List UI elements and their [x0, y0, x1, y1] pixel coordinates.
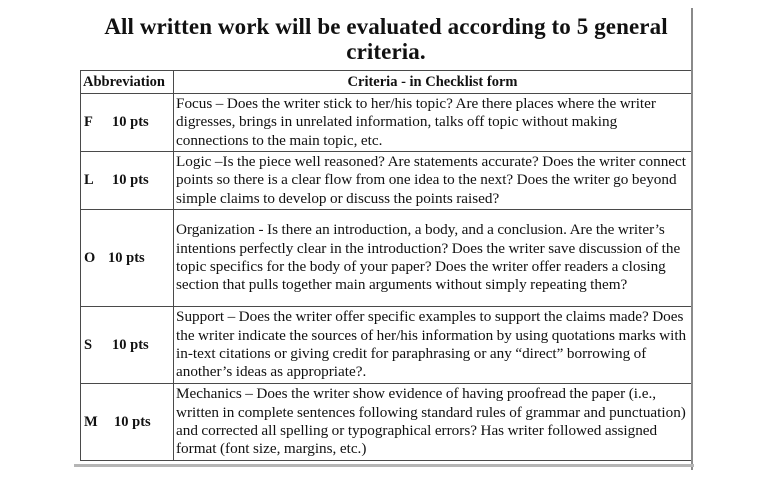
table-row-focus	[81, 94, 692, 152]
criterion-description: Support – Does the writer offer specific examples to support the claims made? Does the writer indicate the sources of her/his information by using quotations marks with in-text citations or giving credit for paraphrasing or any “direct” borrowing of another’s ideas as appropriate?.	[174, 307, 692, 384]
criterion-letter: S	[84, 336, 93, 353]
abbreviation-cell	[81, 307, 174, 384]
table-row-support	[81, 307, 692, 384]
scan-edge-bottom-rule	[74, 464, 694, 467]
scan-edge-right-rule	[691, 8, 693, 470]
criterion-description: Logic –Is the piece well reasoned? Are statements accurate? Does the writer connect points so there is a clear flow from one idea to the next? Does the writer go beyond simple claims to develop or discuss the points raised?	[174, 152, 692, 210]
abbreviation-column-header: Abbreviation	[81, 71, 174, 94]
page-title	[82, 14, 690, 64]
criterion-points: 10 pts	[112, 172, 149, 188]
table-row-logic	[81, 152, 692, 210]
abbreviation-cell	[81, 210, 174, 307]
criterion-points: 10 pts	[112, 336, 149, 353]
abbreviation-cell	[81, 152, 174, 210]
criterion-description: Mechanics – Does the writer show evidence of having proofread the paper (i.e., written in complete sentences following standard rules of grammar and punctuation) and corrected all spelling or typographical errors? Has writer followed assigned format (font size, margins, etc.)	[174, 384, 692, 461]
criterion-letter: O	[84, 249, 96, 266]
abbreviation-cell	[81, 384, 174, 461]
criteria-table	[80, 70, 692, 461]
page-title-line-2: criteria.	[346, 39, 426, 64]
criterion-points: 10 pts	[114, 413, 151, 430]
criterion-points: 10 pts	[112, 114, 149, 130]
criterion-points: 10 pts	[108, 249, 145, 266]
table-header-row	[81, 71, 692, 94]
criterion-letter: L	[84, 172, 94, 188]
criterion-letter: M	[84, 413, 98, 430]
criterion-description: Organization - Is there an introduction, a body, and a conclusion. Are the writer’s intentions perfectly clear in the introduction? Does the writer save discussion of the topic specifics for the body of your paper? Does the writer offer readers a closing section that pulls together main arguments without simply repeating them?	[174, 210, 692, 307]
abbreviation-cell	[81, 94, 174, 152]
table-row-mechanics	[81, 384, 692, 461]
criterion-description: Focus – Does the writer stick to her/his topic? Are there places where the writer digresses, brings in unrelated information, talks off topic without making connections to the main topic, etc.	[174, 94, 692, 152]
table-row-organization	[81, 210, 692, 307]
criteria-column-header: Criteria - in Checklist form	[174, 71, 692, 94]
page-title-line-1: All written work will be evaluated according to 5 general	[104, 14, 668, 39]
criterion-letter: F	[84, 114, 93, 130]
